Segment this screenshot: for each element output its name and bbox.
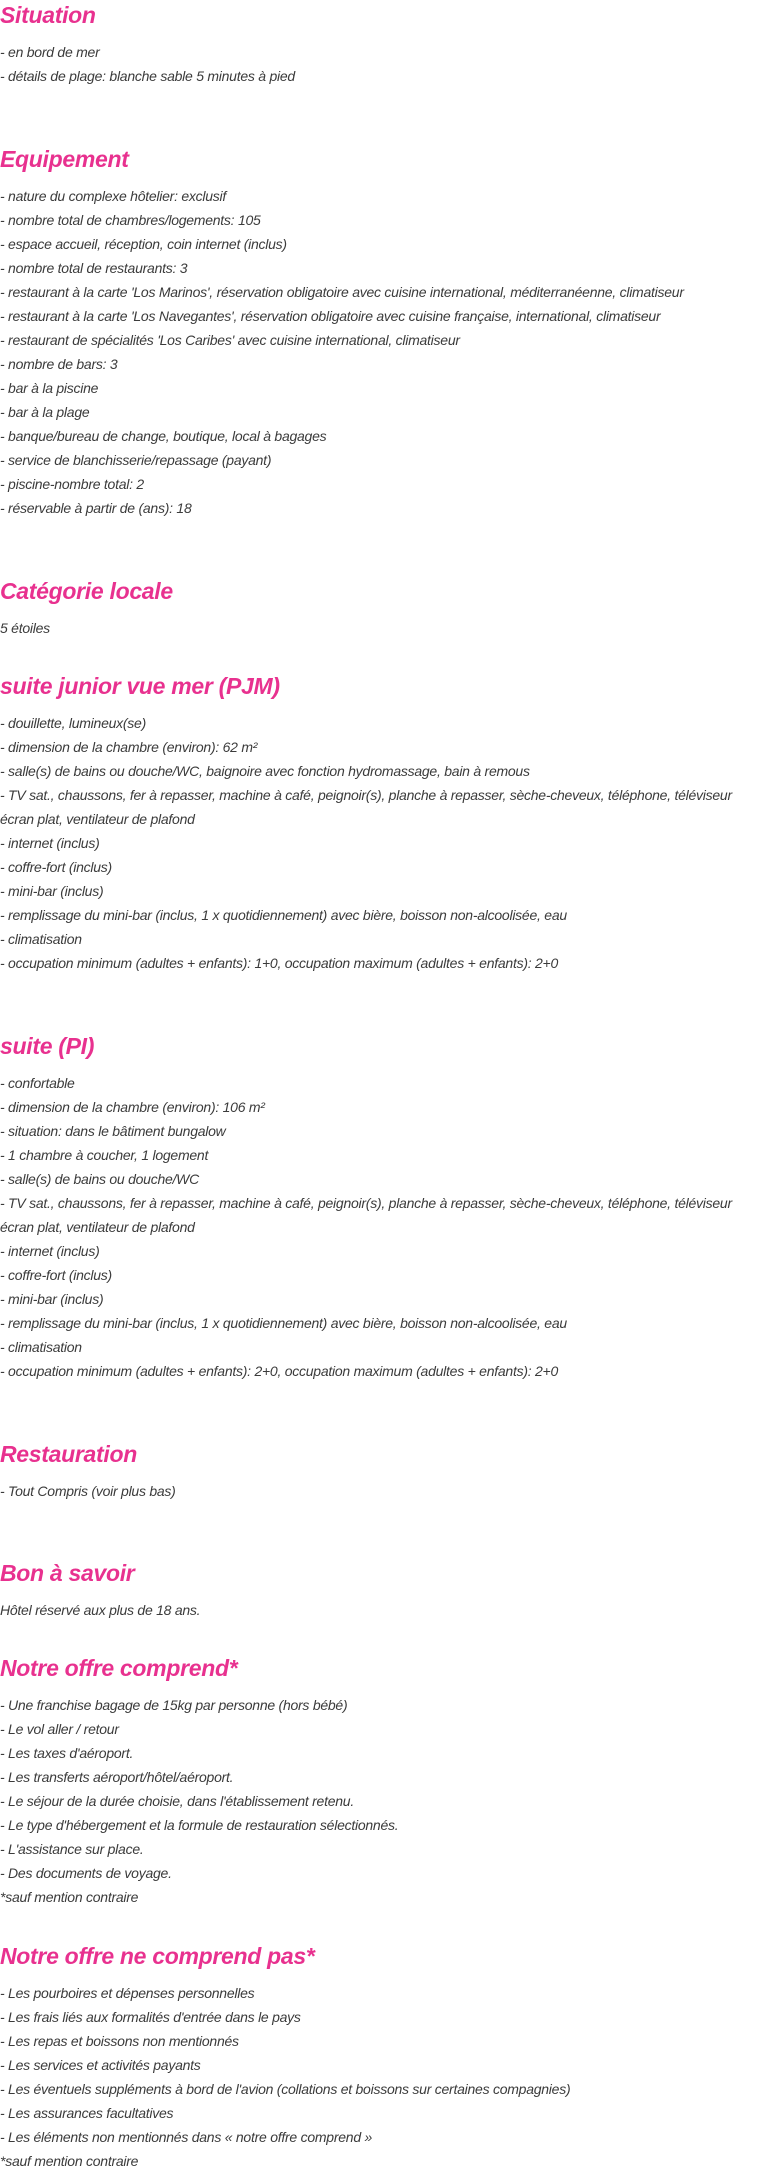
- list-item: - remplissage du mini-bar (inclus, 1 x quotidiennement) avec bière, boisson non-alcoolisée, eau: [0, 1315, 567, 1331]
- list-item: - nombre total de restaurants: 3: [0, 260, 188, 276]
- section-categorie-locale: [0, 576, 758, 640]
- list-item: - Les services et activités payants: [0, 2057, 201, 2073]
- situation-list: [0, 40, 758, 88]
- offre-ne-comprend-pas-footnote: *sauf mention contraire: [0, 2153, 139, 2169]
- equipement-list: [0, 184, 758, 520]
- section-title-offre-ne-comprend-pas: Notre offre ne comprend pas*: [0, 1943, 315, 1969]
- list-item: - Les éléments non mentionnés dans « notre offre comprend »: [0, 2129, 373, 2145]
- list-item: - douillette, lumineux(se): [0, 715, 147, 731]
- list-item: - réservable à partir de (ans): 18: [0, 500, 192, 516]
- list-item: - nombre total de chambres/logements: 105: [0, 212, 261, 228]
- list-item: - salle(s) de bains ou douche/WC: [0, 1171, 199, 1187]
- list-item: - Les éventuels suppléments à bord de l'avion (collations et boissons sur certaines compagnies): [0, 2081, 571, 2097]
- offre-ne-comprend-pas-list: [0, 1981, 758, 2149]
- list-item: - restaurant à la carte 'Los Navegantes', réservation obligatoire avec cuisine française, international, climatiseur: [0, 308, 661, 324]
- section-title-equipement: Equipement: [0, 146, 129, 172]
- list-item: - dimension de la chambre (environ): 62 m²: [0, 739, 258, 755]
- offre-comprend-list: [0, 1693, 758, 1885]
- categorie-list: [0, 616, 758, 640]
- section-title-offre-comprend: Notre offre comprend*: [0, 1655, 238, 1681]
- section-offre-comprend: [0, 1653, 758, 1909]
- list-item: - détails de plage: blanche sable 5 minutes à pied: [0, 68, 295, 84]
- list-item: Hôtel réservé aux plus de 18 ans.: [0, 1602, 201, 1618]
- list-item: - Des documents de voyage.: [0, 1865, 172, 1881]
- list-item: - remplissage du mini-bar (inclus, 1 x quotidiennement) avec bière, boisson non-alcoolisée, eau: [0, 907, 567, 923]
- list-item: - TV sat., chaussons, fer à repasser, machine à café, peignoir(s), planche à repasser, sèche-cheveux, téléphone, téléviseur écran plat, ventilateur de plafond: [0, 787, 732, 827]
- section-title-suite-pjm: suite junior vue mer (PJM): [0, 673, 280, 699]
- list-item: - mini-bar (inclus): [0, 1291, 104, 1307]
- list-item: - TV sat., chaussons, fer à repasser, machine à café, peignoir(s), planche à repasser, sèche-cheveux, téléphone, téléviseur écran plat, ventilateur de plafond: [0, 1195, 732, 1235]
- list-item: - internet (inclus): [0, 1243, 100, 1259]
- list-item: - coffre-fort (inclus): [0, 1267, 112, 1283]
- list-item: - Tout Compris (voir plus bas): [0, 1483, 176, 1499]
- list-item: - Les assurances facultatives: [0, 2105, 174, 2121]
- list-item: - Le séjour de la durée choisie, dans l'établissement retenu.: [0, 1793, 354, 1809]
- list-item: - Les taxes d'aéroport.: [0, 1745, 134, 1761]
- section-title-restauration: Restauration: [0, 1441, 137, 1467]
- list-item: - occupation minimum (adultes + enfants): 2+0, occupation maximum (adultes + enfants): 2+0: [0, 1363, 559, 1379]
- section-offre-ne-comprend-pas: [0, 1941, 758, 2173]
- section-restauration: [0, 1439, 758, 1503]
- list-item: - espace accueil, réception, coin internet (inclus): [0, 236, 287, 252]
- list-item: - Le vol aller / retour: [0, 1721, 119, 1737]
- list-item: - mini-bar (inclus): [0, 883, 104, 899]
- list-item: - 1 chambre à coucher, 1 logement: [0, 1147, 209, 1163]
- list-item: - situation: dans le bâtiment bungalow: [0, 1123, 226, 1139]
- list-item: - restaurant de spécialités 'Los Caribes' avec cuisine international, climatiseur: [0, 332, 460, 348]
- list-item: - dimension de la chambre (environ): 106 m²: [0, 1099, 265, 1115]
- list-item: - salle(s) de bains ou douche/WC, baignoire avec fonction hydromassage, bain à remous: [0, 763, 530, 779]
- list-item: - coffre-fort (inclus): [0, 859, 112, 875]
- list-item: - banque/bureau de change, boutique, local à bagages: [0, 428, 327, 444]
- list-item: - L'assistance sur place.: [0, 1841, 144, 1857]
- offre-comprend-footnote: *sauf mention contraire: [0, 1889, 139, 1905]
- section-title-categorie: Catégorie locale: [0, 578, 173, 604]
- list-item: - internet (inclus): [0, 835, 100, 851]
- list-item: - climatisation: [0, 1339, 82, 1355]
- list-item: - Les transferts aéroport/hôtel/aéroport.: [0, 1769, 234, 1785]
- list-item: - service de blanchisserie/repassage (payant): [0, 452, 272, 468]
- section-equipement: [0, 144, 758, 520]
- bon-a-savoir-list: [0, 1598, 758, 1622]
- section-suite-junior-pjm: [0, 671, 758, 975]
- restauration-list: [0, 1479, 758, 1503]
- section-bon-a-savoir: [0, 1558, 758, 1622]
- list-item: - occupation minimum (adultes + enfants): 1+0, occupation maximum (adultes + enfants): 2+0: [0, 955, 559, 971]
- list-item: - nature du complexe hôtelier: exclusif: [0, 188, 227, 204]
- list-item: - bar à la plage: [0, 404, 90, 420]
- list-item: - en bord de mer: [0, 44, 100, 60]
- list-item: - nombre de bars: 3: [0, 356, 118, 372]
- section-title-bon-a-savoir: Bon à savoir: [0, 1560, 135, 1586]
- list-item: - climatisation: [0, 931, 82, 947]
- section-suite-pi: [0, 1031, 758, 1383]
- list-item: - piscine-nombre total: 2: [0, 476, 144, 492]
- list-item: - Le type d'hébergement et la formule de restauration sélectionnés.: [0, 1817, 399, 1833]
- list-item: - Les repas et boissons non mentionnés: [0, 2033, 239, 2049]
- list-item: - Une franchise bagage de 15kg par personne (hors bébé): [0, 1697, 348, 1713]
- suite-pjm-list: [0, 711, 758, 975]
- list-item: - restaurant à la carte 'Los Marinos', réservation obligatoire avec cuisine international, méditerranéenne, climatiseur: [0, 284, 684, 300]
- section-situation: [0, 0, 758, 88]
- section-title-suite-pi: suite (PI): [0, 1033, 95, 1059]
- list-item: - Les frais liés aux formalités d'entrée dans le pays: [0, 2009, 301, 2025]
- list-item: - Les pourboires et dépenses personnelles: [0, 1985, 255, 2001]
- list-item: - confortable: [0, 1075, 75, 1091]
- list-item: - bar à la piscine: [0, 380, 99, 396]
- list-item: 5 étoiles: [0, 620, 50, 636]
- section-title-situation: Situation: [0, 2, 96, 28]
- suite-pi-list: [0, 1071, 758, 1383]
